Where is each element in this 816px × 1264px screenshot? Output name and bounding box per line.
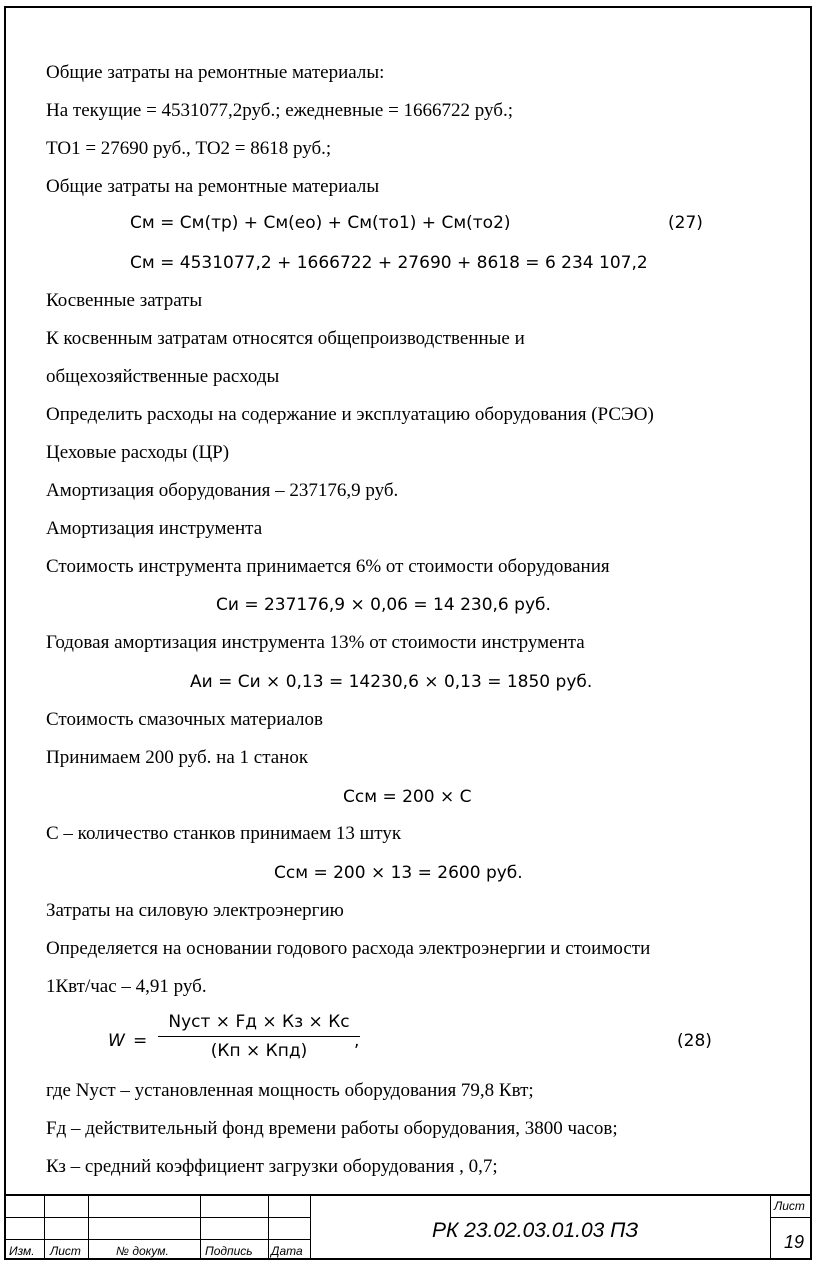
formula-cm-calc: См = 4531077,2 + 1666722 + 27690 + 8618 = 6 234 107,2: [130, 253, 648, 273]
formula-28-numerator: Nуст × Fд × Кз × Кс: [158, 1012, 360, 1037]
text-line: где Nуст – установленная мощность оборудования 79,8 Квт;: [46, 1080, 534, 1101]
stamp-row-line: [4, 1239, 310, 1240]
formula-csm: Ссм = 200 × С: [343, 787, 472, 807]
stamp-divider: [200, 1196, 201, 1260]
formula-28-comma: ,: [354, 1031, 360, 1051]
formula-27: См = См(тр) + См(ео) + См(то1) + См(то2): [130, 213, 511, 233]
text-line: Определить расходы на содержание и эксплуатацию оборудования (РСЭО): [46, 404, 654, 425]
stamp-col-izm: Изм.: [9, 1244, 35, 1258]
stamp-row-line: [770, 1217, 812, 1218]
formula-28-denominator: (Кп × Кпд): [210, 1041, 308, 1061]
text-line: Fд – действительный фонд времени работы оборудования, 3800 часов;: [46, 1118, 618, 1139]
text-line: 1Квт/час – 4,91 руб.: [46, 976, 207, 997]
stamp-divider: [770, 1196, 771, 1260]
text-line: Общие затраты на ремонтные материалы:: [46, 62, 385, 83]
stamp-divider: [310, 1196, 311, 1260]
stamp-col-sign: Подпись: [205, 1244, 253, 1258]
text-line: На текущие = 4531077,2руб.; ежедневные = 1666722 руб.;: [46, 100, 514, 121]
text-line: Принимаем 200 руб. на 1 станок: [46, 747, 309, 768]
formula-28-lhs: W: [108, 1031, 125, 1051]
stamp-divider: [88, 1196, 89, 1260]
text-line: Амортизация оборудования – 237176,9 руб.: [46, 480, 399, 501]
text-line: Амортизация инструмента: [46, 518, 263, 539]
stamp-divider: [44, 1196, 45, 1260]
text-line: Кз – средний коэффициент загрузки оборудования , 0,7;: [46, 1156, 498, 1177]
formula-csm-calc: Ссм = 200 × 13 = 2600 руб.: [274, 863, 523, 883]
text-line: Общие затраты на ремонтные материалы: [46, 176, 380, 197]
text-line: К косвенным затратам относятся общепроизводственные и: [46, 328, 525, 349]
stamp-col-list: Лист: [50, 1244, 81, 1258]
equation-number-28: (28): [677, 1031, 712, 1051]
formula-ai: Аи = Си × 0,13 = 14230,6 × 0,13 = 1850 руб.: [190, 672, 593, 692]
text-line: С – количество станков принимаем 13 штук: [46, 823, 402, 844]
text-line: Косвенные затраты: [46, 290, 203, 311]
sheet-label: Лист: [774, 1199, 805, 1213]
text-line: Стоимость смазочных материалов: [46, 709, 323, 730]
sheet-number: 19: [784, 1232, 805, 1252]
text-line: Затраты на силовую электроэнергию: [46, 900, 344, 921]
text-line: Годовая амортизация инструмента 13% от стоимости инструмента: [46, 632, 585, 653]
text-line: Стоимость инструмента принимается 6% от стоимости оборудования: [46, 556, 610, 577]
document-number: РК 23.02.03.01.03 ПЗ: [432, 1219, 639, 1242]
stamp-divider: [268, 1196, 269, 1260]
text-line: общехозяйственные расходы: [46, 366, 280, 387]
text-line: Цеховые расходы (ЦР): [46, 442, 230, 463]
formula-28-fraction: [158, 1012, 360, 1061]
formula-ci: Си = 237176,9 × 0,06 = 14 230,6 руб.: [216, 595, 551, 615]
equation-number-27: (27): [668, 213, 703, 233]
stamp-row-line: [4, 1217, 310, 1218]
stamp-col-date: Дата: [271, 1244, 303, 1258]
stamp-col-doc: № докум.: [116, 1244, 169, 1258]
text-line: ТО1 = 27690 руб., ТО2 = 8618 руб.;: [46, 138, 332, 159]
formula-28-equals: =: [133, 1031, 148, 1051]
text-line: Определяется на основании годового расхода электроэнергии и стоимости: [46, 938, 651, 959]
